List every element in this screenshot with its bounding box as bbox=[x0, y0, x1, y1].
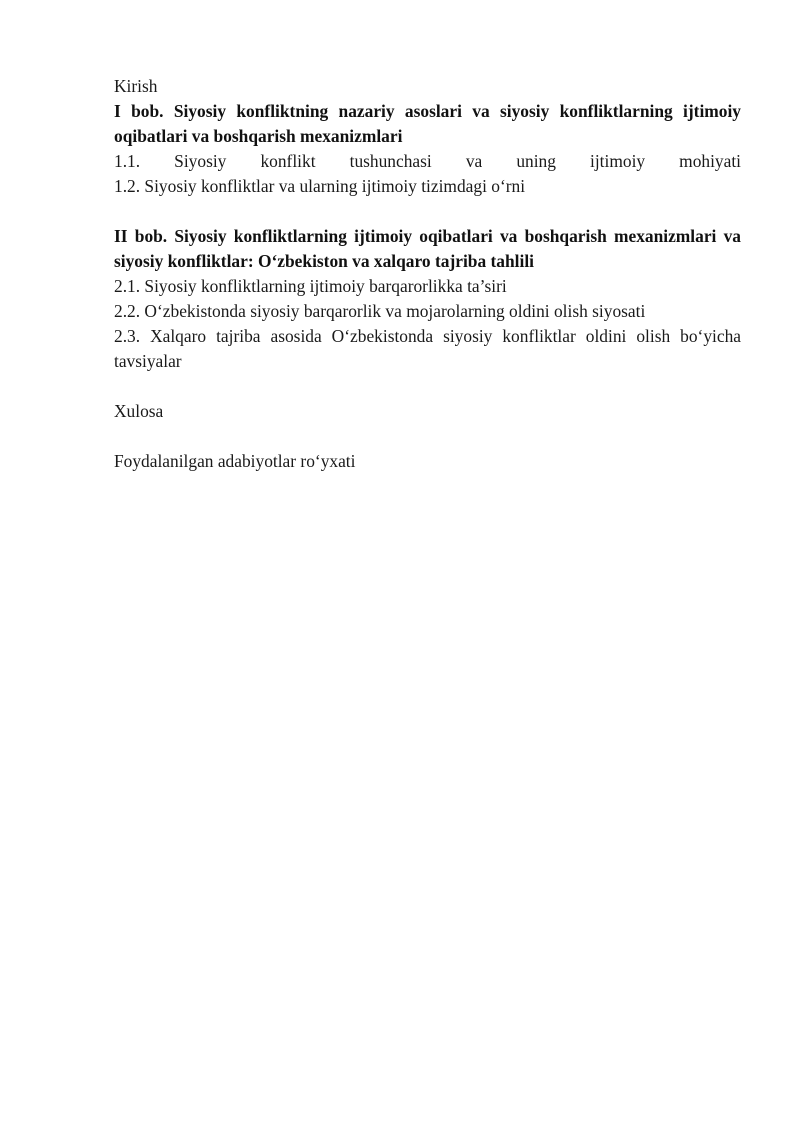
toc-section-1-1-word: tushunchasi bbox=[349, 151, 432, 171]
toc-section-2-1: 2.1. Siyosiy konfliktlarning ijtimoiy barqarorlikka ta’siri bbox=[114, 276, 507, 296]
toc-section-1-1-word: mohiyati bbox=[679, 151, 741, 171]
toc-section-1-1-word: konflikt bbox=[260, 151, 316, 171]
toc-section-1-1-word: ijtimoiy bbox=[590, 151, 646, 171]
toc-section-1-1-word: uning bbox=[516, 151, 556, 171]
toc-chapter-1-title: I bob. Siyosiy konfliktning nazariy asoslari va siyosiy konfliktlarning ijtimoiy oqibatlari va boshqarish mexanizmlari bbox=[114, 101, 741, 146]
toc-references: Foydalanilgan adabiyotlar ro‘yxati bbox=[114, 451, 356, 471]
toc-section-1-2: 1.2. Siyosiy konfliktlar va ularning ijtimoiy tizimdagi o‘rni bbox=[114, 176, 526, 196]
toc-chapter-2-title: II bob. Siyosiy konfliktlarning ijtimoiy oqibatlari va boshqarish mexanizmlari va siyosiy konfliktlar: O‘zbekiston va xalqaro tajriba tahlili bbox=[114, 226, 741, 271]
toc-section-2-3: 2.3. Xalqaro tajriba asosida O‘zbekistonda siyosiy konfliktlar oldini olish bo‘yicha tavsiyalar bbox=[114, 326, 741, 371]
toc-section-1-1 bbox=[114, 149, 741, 174]
blank-line bbox=[114, 374, 741, 399]
toc-conclusion: Xulosa bbox=[114, 401, 164, 421]
blank-line bbox=[114, 424, 741, 449]
document-page bbox=[114, 74, 741, 474]
toc-section-1-1-word: 1.1. bbox=[114, 151, 141, 171]
toc-section-1-1-word: va bbox=[465, 151, 483, 171]
toc-section-1-1-word: Siyosiy bbox=[174, 151, 227, 171]
toc-intro: Kirish bbox=[114, 76, 158, 96]
blank-line bbox=[114, 199, 741, 224]
toc-section-2-2: 2.2. O‘zbekistonda siyosiy barqarorlik va mojarolarning oldini olish siyosati bbox=[114, 301, 646, 321]
